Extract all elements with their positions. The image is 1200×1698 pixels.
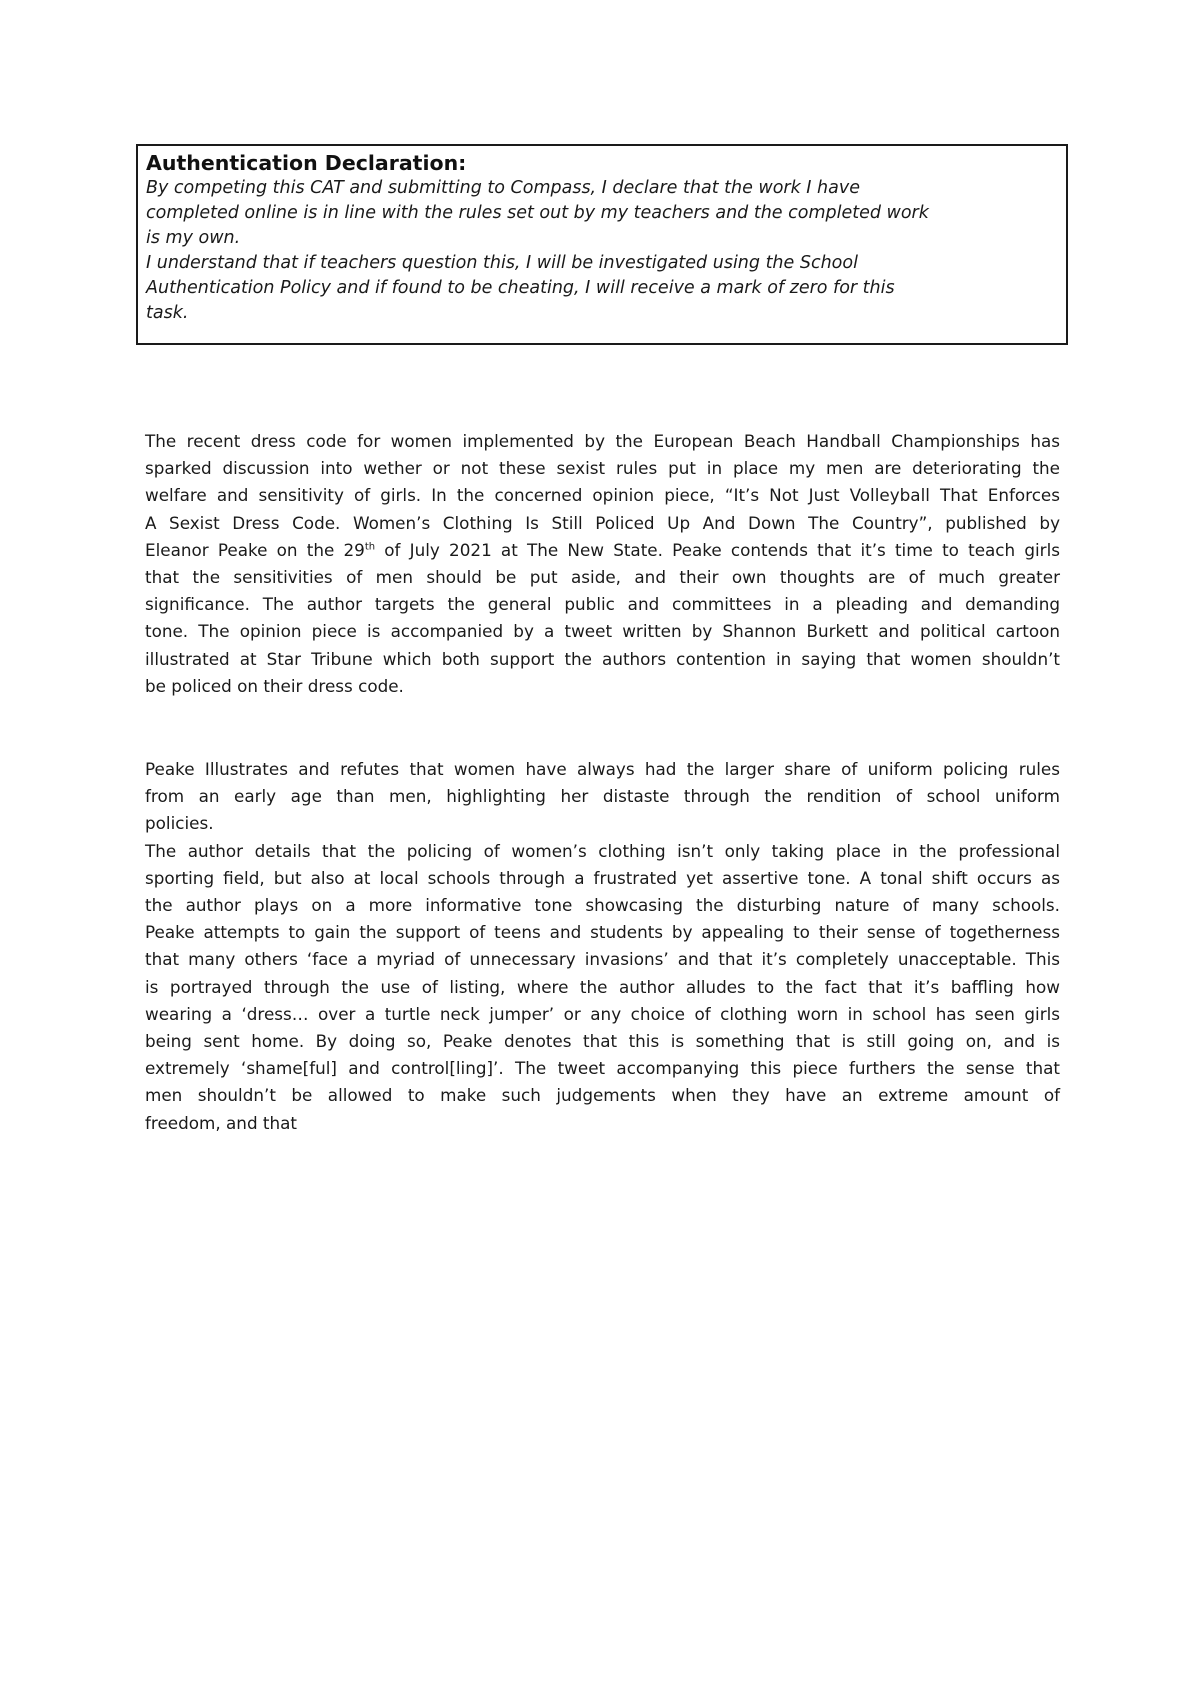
line-text: of July 2021 at The New State. Peake contends that it’s time to teach girls: [375, 539, 1060, 560]
essay-paragraph-introduction: [145, 428, 1060, 700]
paragraph-line: be policed on their dress code.: [145, 675, 404, 696]
paragraph-line: Peake attempts to gain the support of teens and students by appealing to their sense of togetherness: [145, 922, 1060, 943]
authentication-line: I understand that if teachers question this, I will be investigated using the School: [146, 253, 858, 273]
paragraph-line: being sent home. By doing so, Peake denotes that this is something that is still going on, and is: [145, 1031, 1060, 1052]
paragraph-line: The recent dress code for women implemented by the European Beach Handball Championships has: [145, 431, 1060, 451]
authentication-heading: Authentication Declaration:: [146, 151, 467, 175]
authentication-line: is my own.: [146, 228, 241, 248]
paragraph-line: The author details that the policing of women’s clothing isn’t only taking place in the professional: [145, 840, 1060, 861]
authentication-line: By competing this CAT and submitting to Compass, I declare that the work I have: [146, 178, 860, 198]
paragraph-line: freedom, and that: [145, 1112, 298, 1133]
authentication-declaration-box: [136, 144, 1068, 345]
ordinal-superscript: th: [364, 541, 376, 553]
paragraph-line: the author plays on a more informative tone showcasing the disturbing nature of many schools.: [145, 895, 1060, 916]
authentication-line: completed online is in line with the rules set out by my teachers and the completed work: [146, 203, 929, 223]
paragraph-line: that many others ‘face a myriad of unnecessary invasions’ and that it’s completely unacceptable. This: [145, 949, 1060, 970]
authentication-line: Authentication Policy and if found to be cheating, I will receive a mark of zero for this: [146, 278, 895, 298]
paragraph-line: tone. The opinion piece is accompanied by a tweet written by Shannon Burkett and political cartoon: [145, 621, 1060, 642]
paragraph-line: [145, 537, 1060, 564]
paragraph-line: A Sexist Dress Code. Women’s Clothing Is Still Policed Up And Down The Country”, published by: [145, 512, 1060, 533]
paragraph-line: is portrayed through the use of listing, where the author alludes to the fact that it’s baffling how: [145, 976, 1060, 997]
paragraph-line: welfare and sensitivity of girls. In the concerned opinion piece, “It’s Not Just Volleyball That Enforces: [145, 485, 1060, 506]
paragraph-line: significance. The author targets the general public and committees in a pleading and demanding: [145, 594, 1060, 615]
line-text: Eleanor Peake on the 29: [145, 539, 365, 560]
paragraph-line: wearing a ‘dress… over a turtle neck jumper’ or any choice of clothing worn in school has seen girls: [145, 1003, 1060, 1024]
paragraph-line: Peake Illustrates and refutes that women have always had the larger share of uniform policing rules: [145, 759, 1060, 779]
paragraph-line: that the sensitivities of men should be put aside, and their own thoughts are of much greater: [145, 567, 1060, 588]
paragraph-line: sporting field, but also at local schools through a frustrated yet assertive tone. A tonal shift occurs as: [145, 867, 1060, 888]
paragraph-line: illustrated at Star Tribune which both support the authors contention in saying that women shouldn’t: [145, 648, 1060, 669]
paragraph-line: men shouldn’t be allowed to make such judgements when they have an extreme amount of: [145, 1085, 1060, 1106]
paragraph-line: extremely ‘shame[ful] and control[ling]’. The tweet accompanying this piece furthers the sense that: [145, 1058, 1060, 1079]
paragraph-line: sparked discussion into wether or not these sexist rules put in place my men are deteriorating the: [145, 458, 1060, 479]
essay-paragraph-body: [145, 756, 1060, 1137]
paragraph-line: from an early age than men, highlighting her distaste through the rendition of school uniform: [145, 786, 1060, 807]
authentication-line: task.: [146, 303, 189, 323]
paragraph-line: policies.: [145, 813, 214, 834]
